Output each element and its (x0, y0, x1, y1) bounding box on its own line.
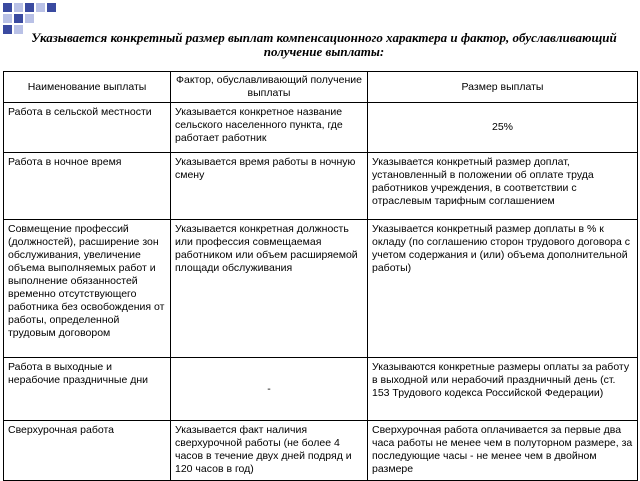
payment-name-cell: Сверхурочная работа (4, 421, 171, 481)
payment-amount-cell: Указывается конкретный размер доплаты в % к окладу (по соглашению сторон трудового договора с учетом содержания и (или) объема дополнительной работы) (368, 220, 638, 358)
table-row (4, 421, 638, 481)
corner-square (3, 14, 12, 23)
table-row (4, 153, 638, 220)
corner-square (3, 3, 12, 12)
payment-amount-cell: 25% (368, 103, 638, 153)
corner-square (47, 3, 56, 12)
table-header-row (4, 72, 638, 103)
corner-square (36, 3, 45, 12)
corner-square (14, 3, 23, 12)
column-header-factor: Фактор, обуславливающий получение выплаты (171, 72, 368, 103)
payment-amount-cell: Сверхурочная работа оплачивается за первые два часа работы не менее чем в полуторном размере, за последующие часы - не менее чем в двойном размере (368, 421, 638, 481)
column-header-name: Наименование выплаты (4, 72, 171, 103)
payment-factor-cell: Указывается факт наличия сверхурочной работы (не более 4 часов в течение двух дней подряд и 120 часов в год) (171, 421, 368, 481)
payment-factor-cell: Указывается конкретное название сельского населенного пункта, где работает работник (171, 103, 368, 153)
corner-square (14, 25, 23, 34)
payment-name-cell: Работа в выходные и нерабочие праздничные дни (4, 358, 171, 421)
corner-square (3, 25, 12, 34)
corner-square (14, 14, 23, 23)
payments-table (3, 71, 638, 481)
table-row (4, 103, 638, 153)
corner-square (25, 14, 34, 23)
payment-factor-cell: Указывается конкретная должность или профессия совмещаемая работником или объем расширяемой площади обслуживания (171, 220, 368, 358)
table-row (4, 358, 638, 421)
table-row (4, 220, 638, 358)
corner-decoration (0, 0, 60, 34)
payment-factor-cell: Указывается время работы в ночную смену (171, 153, 368, 220)
corner-square (25, 3, 34, 12)
page-title: Указывается конкретный размер выплат компенсационного характера и фактор, обуславливающий получение выплаты: (31, 30, 617, 59)
column-header-amount: Размер выплаты (368, 72, 638, 103)
payment-name-cell: Совмещение профессий (должностей), расширение зон обслуживания, увеличение объема выполняемых работ и выполнение обязанностей временно отсутствующего работника без освобождения от работы, определенной трудовым договором (4, 220, 171, 358)
payment-name-cell: Работа в ночное время (4, 153, 171, 220)
payment-factor-cell: - (171, 358, 368, 421)
payment-name-cell: Работа в сельской местности (4, 103, 171, 153)
payment-amount-cell: Указывается конкретный размер доплат, установленный в положении об оплате труда работников учреждения, в соответствии с отраслевым тарифным соглашением (368, 153, 638, 220)
payment-amount-cell: Указываются конкретные размеры оплаты за работу в выходной или нерабочий праздничный день (ст. 153 Трудового кодекса Российской Федерации) (368, 358, 638, 421)
